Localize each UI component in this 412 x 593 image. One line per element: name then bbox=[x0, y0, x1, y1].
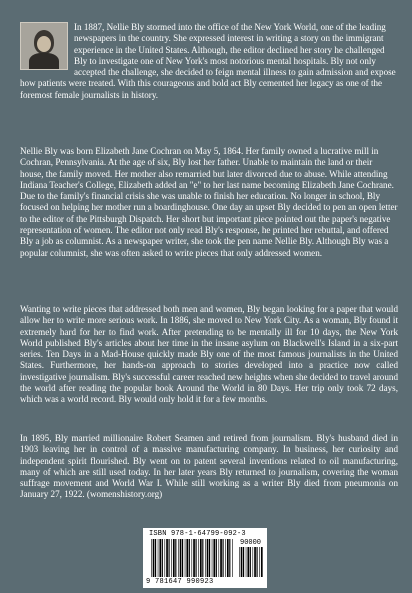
barcode-bar bbox=[202, 539, 203, 577]
barcode-bar bbox=[209, 539, 210, 577]
barcode-bar bbox=[186, 539, 188, 577]
barcode-bar bbox=[173, 539, 175, 577]
isbn-barcode bbox=[143, 528, 267, 588]
barcode-bar bbox=[232, 539, 233, 577]
barcode-bar bbox=[229, 539, 230, 577]
barcode-bar bbox=[247, 547, 249, 577]
barcode-bar bbox=[239, 547, 240, 577]
barcode-bar bbox=[219, 539, 220, 577]
barcode-bar bbox=[182, 539, 183, 577]
barcode-bar bbox=[254, 547, 256, 577]
barcode-bar bbox=[261, 547, 263, 577]
barcode-bar bbox=[192, 539, 193, 577]
barcode-bar bbox=[153, 539, 155, 577]
barcode-price-bars bbox=[239, 547, 263, 577]
barcode-price-code: 90000 bbox=[240, 539, 262, 547]
barcode-bar bbox=[162, 539, 163, 577]
barcode-bar bbox=[185, 539, 186, 577]
portrait-face bbox=[37, 36, 51, 52]
barcode-bar bbox=[193, 539, 195, 577]
barcode-bar bbox=[180, 539, 182, 577]
barcode-bar bbox=[198, 539, 199, 577]
barcode-bar bbox=[165, 539, 166, 577]
barcode-bar bbox=[159, 539, 161, 577]
isbn-number: ISBN 978-1-64799-092-3 bbox=[149, 530, 246, 538]
barcode-bar bbox=[216, 539, 217, 577]
barcode-bar bbox=[207, 539, 209, 577]
barcode-bar bbox=[257, 547, 258, 577]
barcode-bar bbox=[212, 539, 213, 577]
barcode-bar bbox=[223, 539, 224, 577]
barcode-bar bbox=[225, 539, 226, 577]
barcode-bar bbox=[158, 539, 159, 577]
barcode-bar bbox=[205, 539, 206, 577]
barcode-bar bbox=[227, 539, 229, 577]
barcode-bar bbox=[151, 539, 152, 577]
barcode-bar bbox=[166, 539, 168, 577]
portrait-photo bbox=[20, 22, 68, 70]
barcode-bar bbox=[213, 539, 215, 577]
barcode-bar bbox=[220, 539, 222, 577]
barcode-bar bbox=[189, 539, 190, 577]
barcode-bar bbox=[259, 547, 260, 577]
barcode-bar bbox=[175, 539, 176, 577]
barcode-bar bbox=[253, 547, 254, 577]
paragraph-career: Wanting to write pieces that addressed both men and women, Bly began looking for a paper that would allow her to write more serious work. In 1886, she moved to New York City. As a woman, Bly found it extremely hard for her to find work. After pretending to be mentally ill for 10 days, the New York World published Bly's articles about her time in the insane asylum on Blackwell's Island in a six-part series. Ten Days in a Mad-House quickly made Bly one of the most famous journalists in the United States. Furthermore, her hands-on approach to stories developed into a practice now called investigative journalism. Bly's successful career reached new heights when she decided to travel around the world after reading the popular book Around the World in 80 Days. Her trip only took 72 days, which was a world record. Bly would only hold it for a few months. bbox=[20, 304, 398, 405]
barcode-bar bbox=[178, 539, 179, 577]
barcode-bar bbox=[171, 539, 172, 577]
barcode-bar bbox=[250, 547, 251, 577]
barcode-bar bbox=[155, 539, 156, 577]
paragraph-intro bbox=[20, 22, 398, 101]
barcode-digits: 9 781647 990923 bbox=[146, 578, 214, 586]
barcode-main-bars bbox=[151, 539, 233, 577]
barcode-bar bbox=[243, 547, 244, 577]
barcode-bar bbox=[169, 539, 170, 577]
portrait-body bbox=[29, 53, 59, 70]
barcode-bar bbox=[241, 547, 243, 577]
barcode-bar bbox=[200, 539, 202, 577]
paragraph-early-life: Nellie Bly was born Elizabeth Jane Cochran on May 5, 1864. Her family owned a lucrative mill in Cochran, Pennsylvania. At the age of six, Bly lost her father. Unable to maintain the land or their house, the family moved. Her mother also remarried but later divorced due to abuse. While attending Indiana Teacher's College, Elizabeth added an "e" to her last name becoming Elizabeth Jane Cochrane. Due to the family's financial crisis she was unable to finish her education. No longer in school, Bly focused on helping her mother run a boardinghouse. One day an upset Bly decided to pen an open letter to the editor of the Pittsburgh Dispatch. Her short but important piece pointed out the paper's negative representation of women. The editor not only read Bly's response, he printed her rebuttal, and offered Bly a job as columnist. As a newspaper writer, she took the pen name Nellie Bly. Although Bly was a popular columnist, she was often asked to write pieces that only addressed women. bbox=[20, 146, 398, 258]
barcode-bar bbox=[196, 539, 197, 577]
paragraph-later-life: In 1895, Bly married millionaire Robert Seamen and retired from journalism. Bly's husband died in 1903 leaving her in control of a massive manufacturing company. In business, her curiosity and independent spirit flourished. Bly went on to patent several inventions related to oil manufacturing, many of which are still used today. In her later years Bly returned to journalism, covering the woman suffrage movement and World War I. While still working as a writer Bly died from pneumonia on January 27, 1922. (womenshistory.org) bbox=[20, 433, 398, 500]
barcode-bar bbox=[246, 547, 247, 577]
paragraph-intro-text: In 1887, Nellie Bly stormed into the office of the New York World, one of the leading newspapers in the country. She expressed interest in writing a story on the immigrant experience in the United States. Although, the editor declined her story he challenged Bly to investigate one of New York's most notorious mental hospitals. Bly not only accepted the challenge, she decided to feign mental illness to gain admission and expose how patients were treated. With this courageous and bold act Bly cemented her legacy as one of the foremost female journalists in history. bbox=[20, 22, 396, 100]
